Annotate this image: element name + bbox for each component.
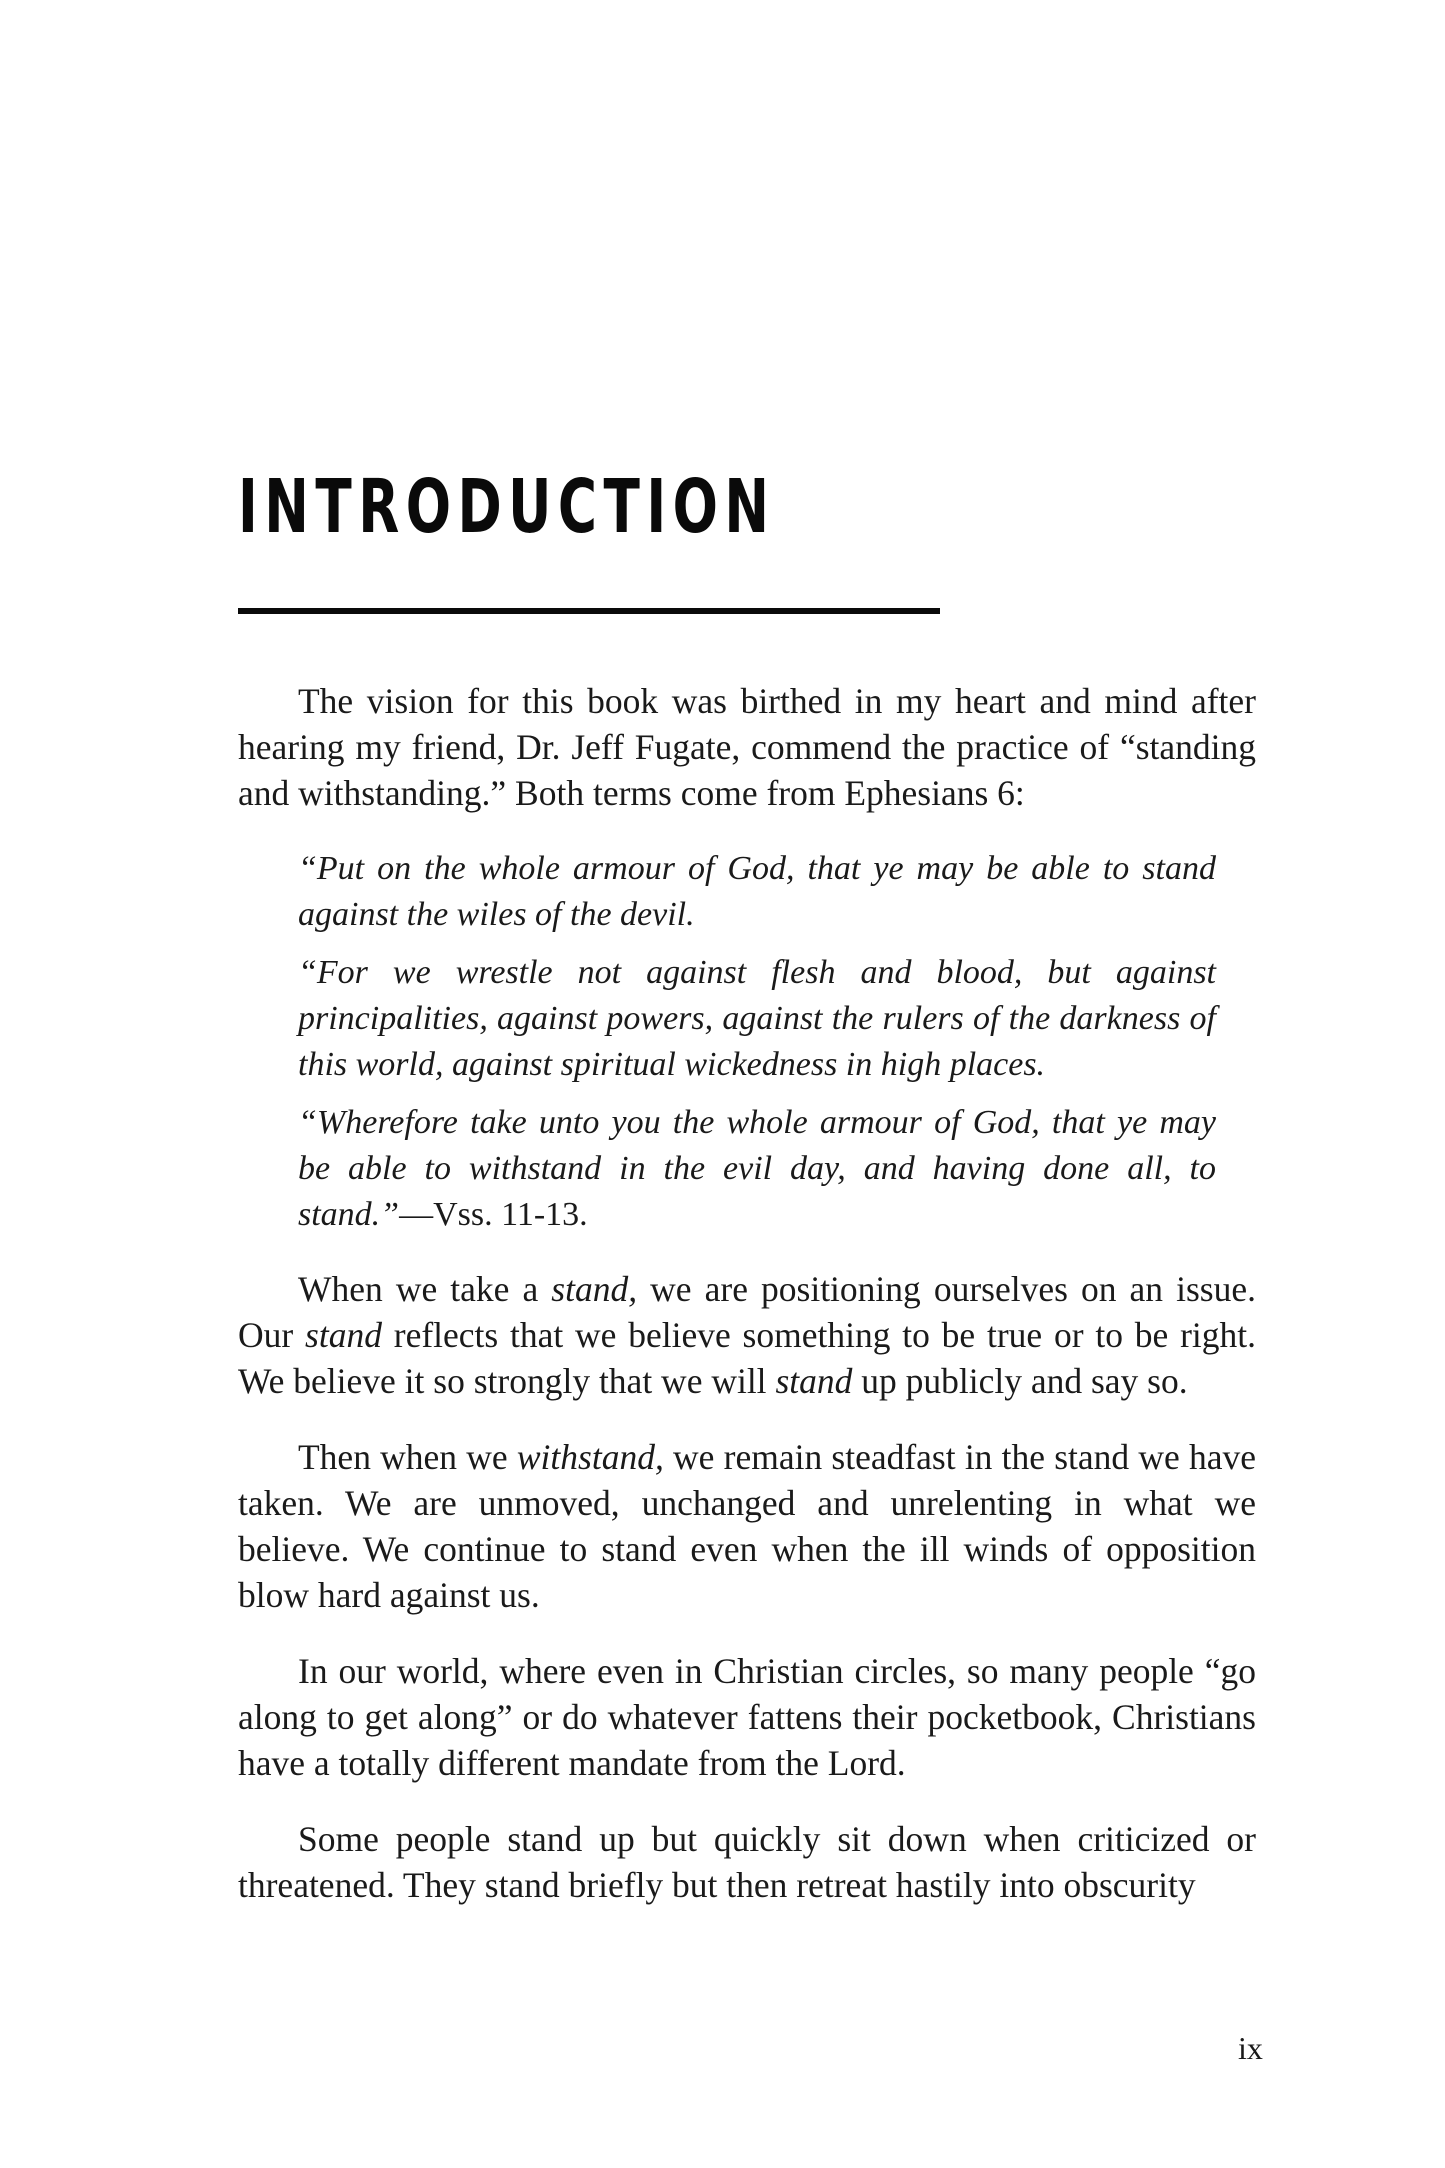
paragraph-withstand	[238, 1434, 1256, 1618]
quote-verse-12: “For we wrestle not against flesh and blood, but against principalities, against powers, against the rulers of the darkness of this world, against spiritual wickedness in high places.	[298, 954, 1216, 1083]
text-segment: When we take a	[298, 1269, 552, 1309]
quote-verse-13-text: “Wherefore take unto you the whole armour of God, that ye may be able to withstand in the evil day, and having done all, to stand.”	[298, 1104, 1216, 1233]
paragraph-intro: The vision for this book was birthed in my heart and mind after hearing my friend, Dr. Jeff Fugate, commend the practice of “standing and withstanding.” Both terms come from Ephesians 6:	[238, 681, 1256, 813]
scripture-quote-block	[298, 846, 1216, 1238]
paragraph-stand	[238, 1266, 1256, 1404]
paragraph-some-people: Some people stand up but quickly sit down when criticized or threatened. They stand briefly but then retreat hastily into obscurity	[238, 1819, 1256, 1905]
emphasis-stand: stand,	[551, 1269, 638, 1309]
chapter-title: INTRODUCTION	[238, 464, 776, 550]
paragraph-our-world: In our world, where even in Christian circles, so many people “go along to get along” or do whatever fattens their pocketbook, Christians have a totally different mandate from the Lord.	[238, 1651, 1256, 1783]
page-number: ix	[1238, 2030, 1263, 2066]
text-segment: reflects that we believe something to be true or to be right. We believe it so strongly that we will	[238, 1315, 1256, 1401]
quote-verse-11: “Put on the whole armour of God, that ye may be able to stand against the wiles of the devil.	[298, 850, 1216, 933]
emphasis-stand: stand	[305, 1315, 382, 1355]
text-segment: we remain steadfast in the stand we have taken. We are unmoved, unchanged and unrelenting in what we believe. We continue to stand even when the ill winds of opposition blow hard against us.	[238, 1437, 1256, 1615]
text-segment: we are positioning ourselves on an issue. Our	[238, 1269, 1256, 1355]
text-segment: up publicly and say so.	[852, 1361, 1188, 1401]
page-body	[238, 678, 1256, 1938]
emphasis-withstand: withstand,	[516, 1437, 664, 1477]
text-segment: Then when we	[298, 1437, 517, 1477]
quote-verse-13	[298, 1100, 1216, 1238]
quote-reference: —Vss. 11-13.	[399, 1196, 588, 1233]
title-underline-rule	[238, 608, 940, 614]
emphasis-stand: stand	[775, 1361, 853, 1401]
